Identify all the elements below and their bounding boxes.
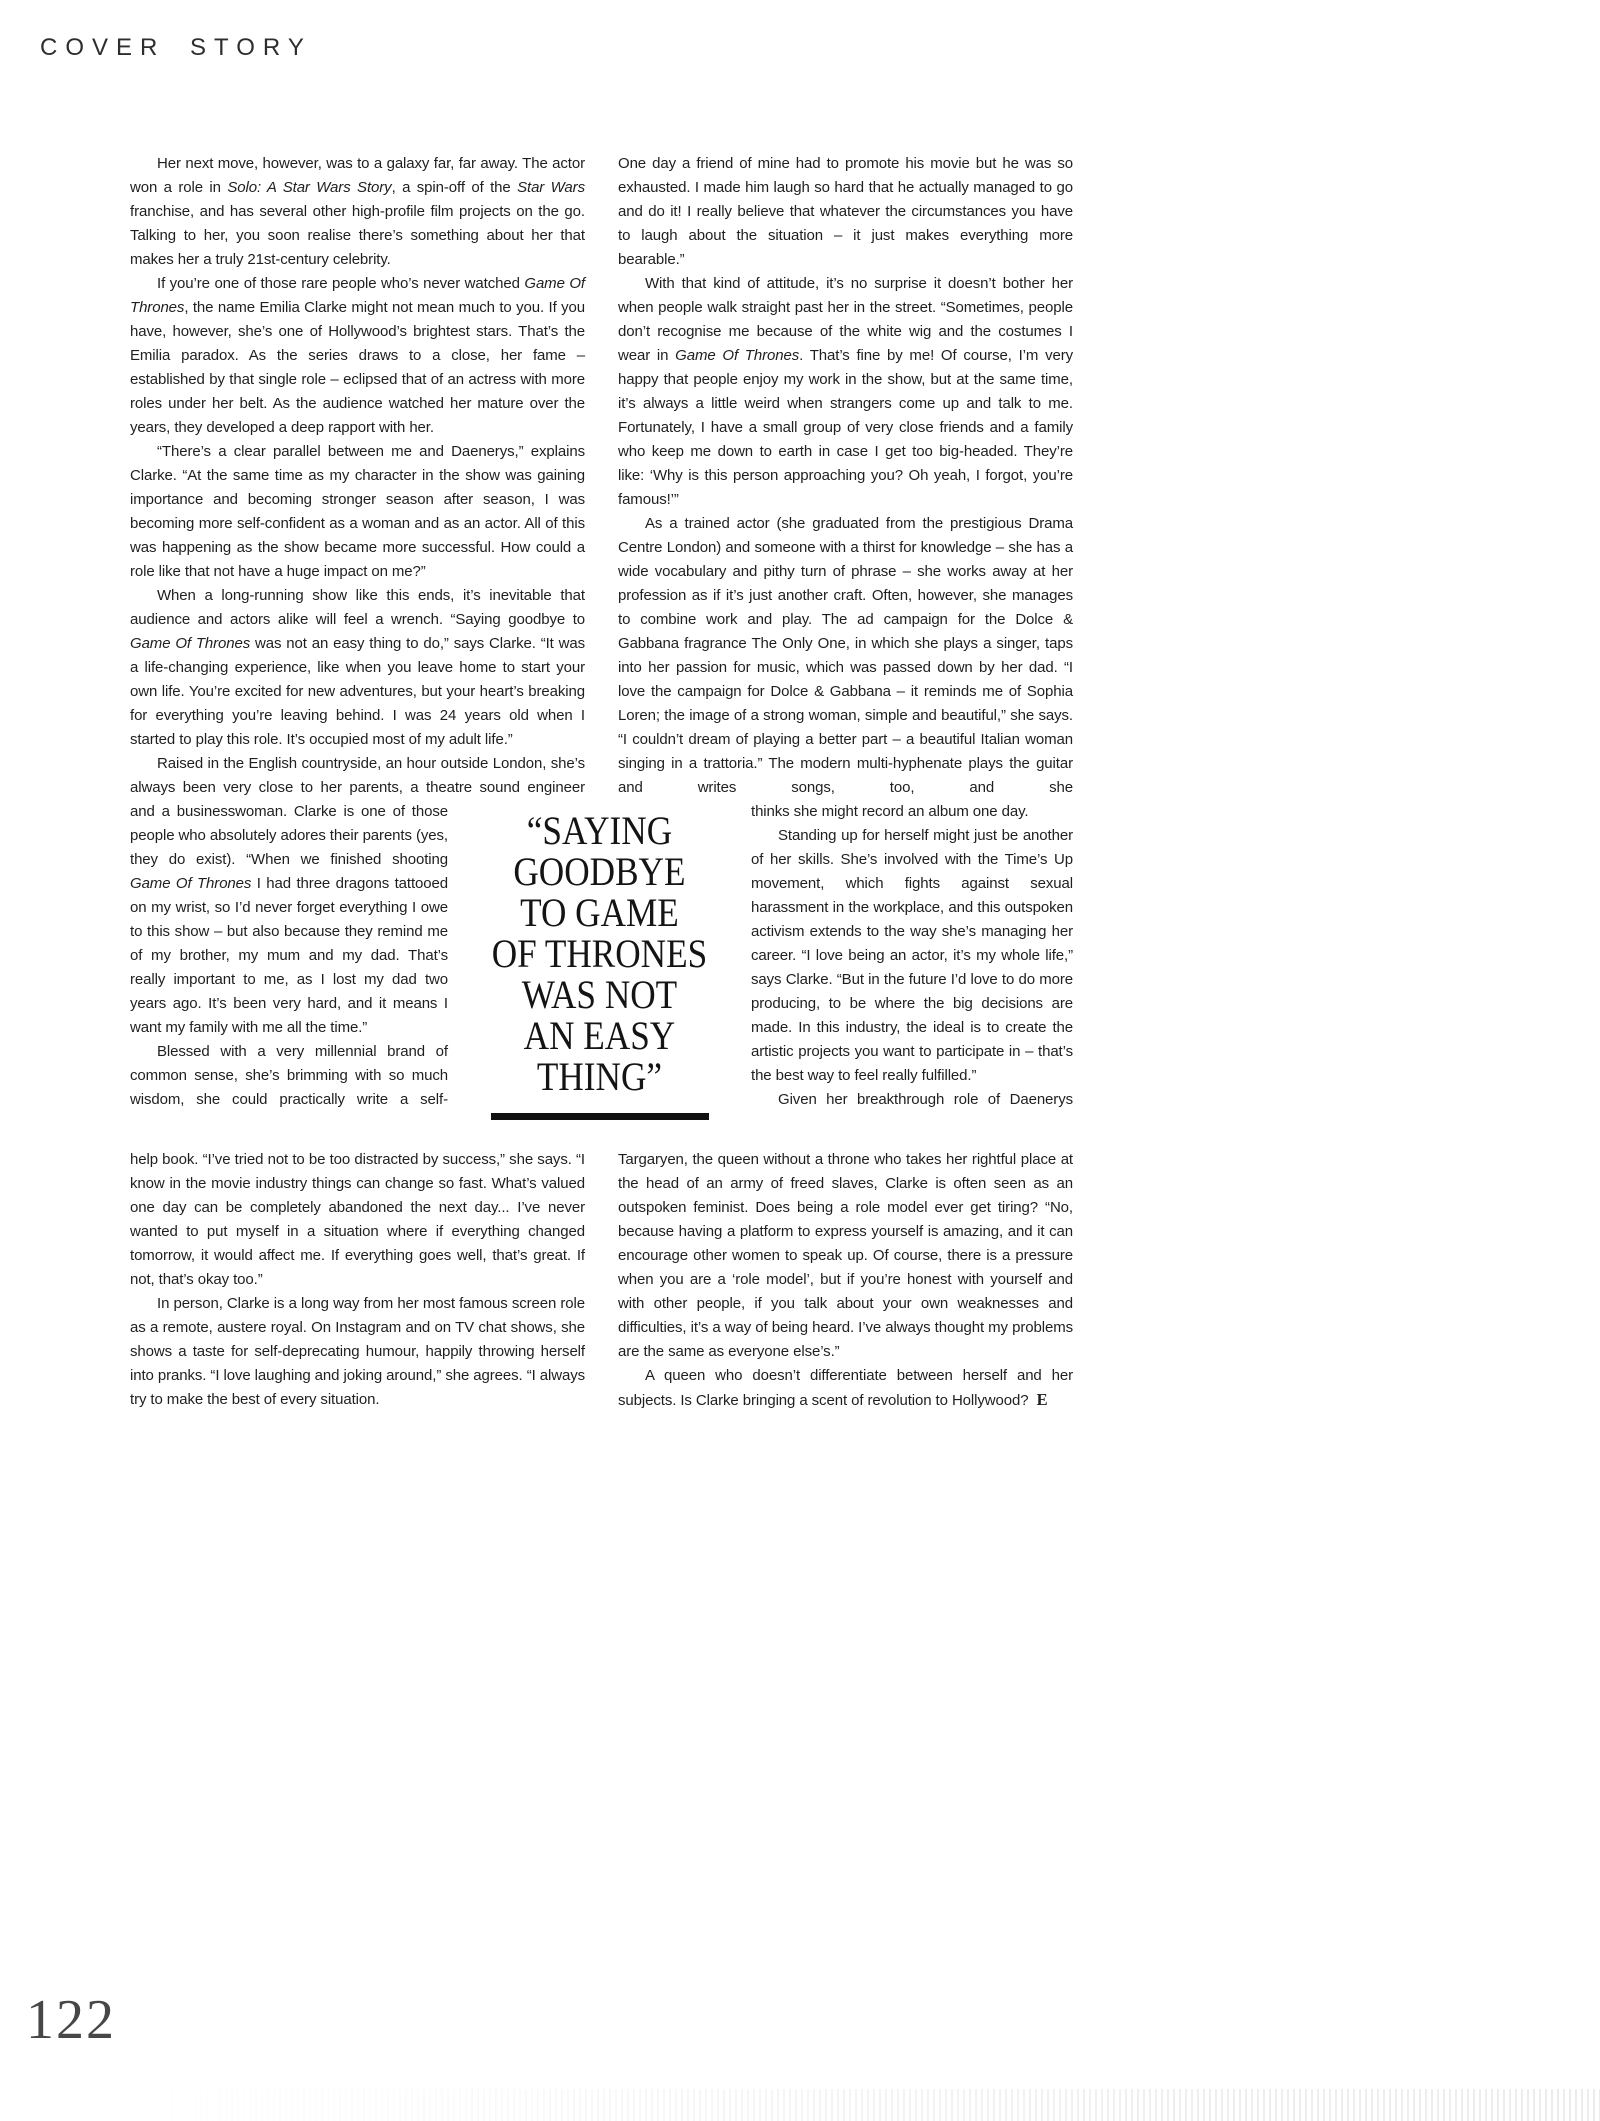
text-run: “There’s a clear parallel between me and Daenerys,” explains Clarke. “At the same time as my character in the show was gaining importance and becoming stronger season after season, I was becoming more self-confident as a woman and as an actor. All of this was happening as the show became more successful. How could a role like that not have a huge impact on me?” — [130, 443, 585, 580]
pull-quote-line: OF THRONES — [491, 931, 708, 976]
pull-quote-line: TO GAME — [520, 890, 679, 935]
text-run: thinks she might record an album one day. — [751, 803, 1029, 820]
text-run: In person, Clarke is a long way from her most famous screen role as a remote, austere royal. On Instagram and on TV chat shows, she shows a taste for self-deprecating humour, happily throwing herself into pranks. “I love laughing and joking around,” she agrees. “I always try to make the best of every situation. — [130, 1295, 585, 1408]
paragraph — [130, 152, 585, 272]
pull-quote-line: GOODBYE — [513, 849, 686, 894]
text-run: Given her breakthrough role of Daenerys — [778, 1091, 1073, 1108]
paragraph — [751, 1088, 1073, 1112]
text-run: Game Of Thrones — [675, 347, 800, 364]
text-run: was not an easy thing to do,” says Clarke. “It was a life-changing experience, like when you leave home to start your own life. You’re excited for new adventures, but your heart’s breaking for everything you’re leaving behind. I was 24 years old when I started to play this role. It’s occupied most of my adult life.” — [130, 635, 585, 748]
text-run: and a businesswoman. Clarke is one of those people who absolutely adores their parents (yes, they do exist). “When we finished shooting — [130, 803, 448, 868]
pull-quote-line: “SAYING — [526, 808, 673, 853]
text-run: With that kind of attitude, it’s no surprise it doesn’t bother her when people walk straight past her in the street. “Sometimes, people don’t recognise me because of the white wig and the costumes I wear in — [618, 275, 1073, 364]
text-run: A queen who doesn’t differentiate between herself and her subjects. Is Clarke bringing a scent of revolution to Hollywood? — [618, 1367, 1073, 1409]
text-run: One day a friend of mine had to promote his movie but he was so exhausted. I made him laugh so hard that he actually managed to go and do it! I really believe that whatever the circumstances you have to laugh about the situation – it just makes everything more bearable.” — [618, 155, 1073, 268]
paragraph — [751, 824, 1073, 1088]
text-run: If you’re one of those rare people who’s never watched — [157, 275, 525, 292]
paragraph — [130, 584, 585, 752]
pull-quote-rule — [491, 1113, 709, 1120]
text-run: franchise, and has several other high-profile film projects on the go. Talking to her, you soon realise there’s something about her that makes her a truly 21st-century celebrity. — [130, 203, 585, 268]
text-run: . That’s fine by me! Of course, I’m very happy that people enjoy my work in the show, but at the same time, it’s always a little weird when strangers come up and talk to me. Fortunately, I have a small group of very close friends and a family who keep me down to earth in case I get too big-headed. They’re like: ‘Why is this person approaching you? Oh yeah, I forgot, you’re famous!’” — [618, 347, 1074, 508]
text-run: Her next move, however, was to a galaxy far, far away. The actor won a role in — [130, 155, 585, 196]
pull-quote-line: AN EASY — [523, 1013, 676, 1058]
end-mark: E — [1036, 1390, 1048, 1409]
text-run: Game Of Thrones — [130, 275, 585, 316]
paragraph — [130, 800, 448, 1040]
left-column-narrow — [130, 800, 448, 1112]
text-run: Raised in the English countryside, an hour outside London, she’s always been very close to her parents, a theatre sound engineer — [130, 755, 585, 796]
text-run: When a long-running show like this ends, it’s inevitable that audience and actors alike will feel a wrench. “Saying goodbye to — [130, 587, 585, 628]
pull-quote — [448, 800, 751, 1120]
right-column-narrow — [751, 800, 1073, 1112]
left-column-top — [130, 152, 585, 800]
article-middle-section — [130, 800, 1073, 1148]
pull-quote-text — [492, 810, 707, 1097]
text-run: Standing up for herself might just be another of her skills. She’s involved with the Time’s Up movement, which fights against sexual harassment in the workplace, and this outspoken activism extends to the way she’s managing her career. “I love being an actor, it’s my whole life,” says Clarke. “But in the future I’d love to do more producing, to be where the big decisions are made. In this industry, the ideal is to create the artistic projects you want to participate in – that’s the best way to feel really fulfilled.” — [751, 827, 1073, 1084]
article-top-section — [130, 152, 1073, 800]
paragraph — [130, 440, 585, 584]
right-column-top — [618, 152, 1073, 800]
text-run: Star Wars — [517, 179, 585, 196]
paragraph — [130, 1040, 448, 1112]
paragraph — [618, 272, 1073, 512]
text-run: , the name Emilia Clarke might not mean much to you. If you have, however, she’s one of Hollywood’s brightest stars. That’s the Emilia paradox. As the series draws to a close, her fame – established by that single role – eclipsed that of an actress with more roles under her belt. As the audience watched her mature over the years, they developed a deep rapport with her. — [130, 299, 585, 436]
paragraph — [618, 152, 1073, 272]
text-run: help book. “I’ve tried not to be too distracted by success,” she says. “I know in the movie industry things can change so fast. What’s valued one day can be completely abandoned the next day... I’ve never wanted to put myself in a situation where if everything changed tomorrow, it would affect me. If everything goes well, that’s great. If not, that’s okay too.” — [130, 1151, 585, 1288]
text-run: Game Of Thrones — [130, 635, 251, 652]
paragraph — [751, 800, 1073, 824]
pull-quote-line: WAS NOT — [521, 972, 678, 1017]
left-column-bottom — [130, 1148, 585, 1413]
text-run: Game Of Thrones — [130, 875, 252, 892]
article-body — [130, 152, 1073, 1413]
scan-edge-artifact — [105, 2089, 1600, 2121]
pull-quote-line: THING” — [536, 1054, 663, 1099]
text-run: I had three dragons tattooed on my wrist, so I’d never forget everything I owe to this show – but also because they remind me of my brother, my mum and my dad. That’s really important to me, as I lost my dad two years ago. It’s been very hard, and it means I want my family with me all the time.” — [130, 875, 449, 1036]
text-run: , a spin-off of the — [391, 179, 518, 196]
text-run: As a trained actor (she graduated from the prestigious Drama Centre London) and someone with a thirst for knowledge – she has a wide vocabulary and pithy turn of phrase – she works away at her profession as if it’s just another craft. Often, however, she manages to combine work and play. The ad campaign for the Dolce & Gabbana fragrance The Only One, in which she plays a singer, taps into her passion for music, which was passed down by her dad. “I love the campaign for Dolce & Gabbana – it reminds me of Sophia Loren; the image of a strong woman, simple and beautiful,” she says. “I couldn’t dream of playing a better part – a beautiful Italian woman singing in a trattoria.” The modern multi-hyphenate plays the guitar and writes songs, too, and she — [618, 515, 1073, 796]
text-run: Blessed with a very millennial brand of common sense, she’s brimming with so much wisdom, she could practically write a self- — [130, 1043, 448, 1108]
paragraph — [130, 752, 585, 800]
paragraph — [618, 512, 1073, 800]
paragraph — [618, 1364, 1073, 1413]
article-bottom-section — [130, 1148, 1073, 1413]
paragraph — [618, 1148, 1073, 1364]
page-number: 122 — [26, 1989, 116, 2051]
right-column-bottom — [618, 1148, 1073, 1413]
text-run: Targaryen, the queen without a throne who takes her rightful place at the head of an army of freed slaves, Clarke is often seen as an outspoken feminist. Does being a role model ever get tiring? “No, because having a platform to express yourself is amazing, and it can encourage other women to speak up. Of course, there is a pressure when you are a ‘role model’, but if you’re honest with yourself and with other people, if you talk about your own weaknesses and difficulties, it’s a way of being heard. I’ve always thought my problems are the same as everyone else’s.” — [618, 1151, 1073, 1360]
text-run: Solo: A Star Wars Story — [227, 179, 392, 196]
paragraph — [130, 1148, 585, 1292]
section-kicker: COVER STORY — [40, 34, 312, 61]
paragraph — [130, 272, 585, 440]
paragraph — [130, 1292, 585, 1412]
